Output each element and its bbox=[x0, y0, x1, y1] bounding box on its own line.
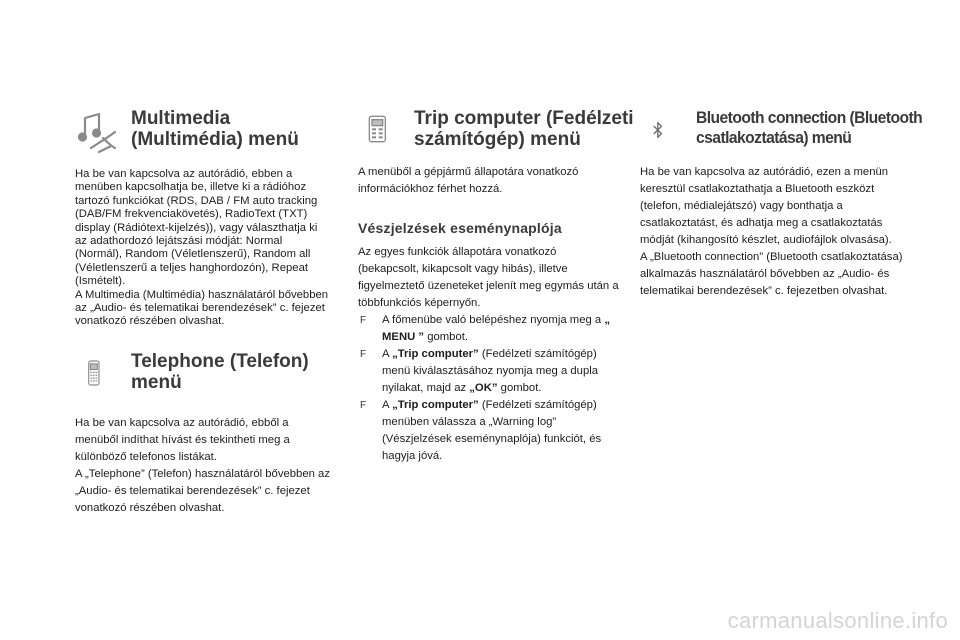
telephone-paragraph: Ha be van kapcsolva az autórádió, ebből a menüből indíthat hívást és tekintheti meg a különböző telefonos listákat. bbox=[75, 416, 290, 463]
bullet-icon: F bbox=[360, 349, 367, 360]
column-left bbox=[75, 100, 331, 517]
multimedia-paragraph-2: A Multimedia (Multimédia) használatáról bővebben az „Audio- és telematikai berendezések” c. fejezet vonatkozó részében olvashat. bbox=[75, 288, 329, 328]
warning-log-body bbox=[358, 244, 620, 465]
trip-header bbox=[358, 100, 634, 162]
step-item: F A főmenübe való belépéshez nyomja meg a „ MENU ” gombot. bbox=[360, 314, 610, 343]
telephone-header bbox=[75, 343, 331, 405]
multimedia-paragraph: Ha be van kapcsolva az autórádió, ebben a menüben kapcsolhatja be, illetve ki a rádióhoz tartozó funkciókat (RDS, DAB / FM auto tracking (DAB/FM frekvenciakövetés), RadioText (TXT) display (Rádiótext-kijelzés)), vagy választhatja ki az adathordozó lejátszási módját: Normal (Normál), Random (Véletlenszerű), Random all (Véletlenszerű a teljes hanghordozón), Repeat (Ismételt). bbox=[75, 168, 318, 288]
trip-title: Trip computer (Fedélzeti számítógép) menü bbox=[414, 108, 634, 150]
warning-log-steps bbox=[358, 312, 620, 465]
bluetooth-paragraph-2: A „Bluetooth connection” (Bluetooth csatlakoztatása) alkalmazás használatáról bővebben az „Audio- és telematikai berendezések” c. fejezetben olvashat. bbox=[640, 251, 903, 297]
column-right bbox=[640, 100, 923, 300]
multimedia-body bbox=[75, 168, 331, 329]
trip-intro-text: A menüből a gépjármű állapotára vonatkozó információkhoz férhet hozzá. bbox=[358, 166, 579, 195]
telephone-paragraph-2: A „Telephone” (Telefon) használatáról bővebben az „Audio- és telematikai berendezések” c. fejezet vonatkozó részében olvashat. bbox=[75, 467, 330, 514]
multimedia-title: Multimedia (Multimédia) menü bbox=[131, 108, 299, 150]
telephone-title: Telephone (Telefon) menü bbox=[131, 350, 309, 393]
warning-log-text: Az egyes funkciók állapotára vonatkozó (bekapcsolt, kikapcsolt vagy hibás), illetve figyelmeztető üzeneteket jelenít meg egymás után a többfunkciós képernyőn. bbox=[358, 246, 619, 309]
bullet-icon: F bbox=[360, 400, 367, 411]
trip-computer-icon bbox=[368, 106, 396, 152]
telephone-body bbox=[75, 415, 331, 517]
bluetooth-body bbox=[640, 164, 906, 300]
bullet-icon: F bbox=[360, 315, 367, 326]
multimedia-header bbox=[75, 100, 331, 162]
multimedia-music-icon bbox=[77, 108, 119, 154]
bluetooth-icon bbox=[652, 110, 674, 150]
trip-intro bbox=[358, 164, 620, 198]
column-middle bbox=[358, 100, 634, 465]
mobile-phone-icon bbox=[87, 347, 111, 399]
step-item: F A „Trip computer” (Fedélzeti számítógép) menüben válassza a „Warning log” (Vészjelzések eseménynaplója) funkciót, és hagyja jóvá. bbox=[360, 399, 602, 462]
bluetooth-header bbox=[640, 100, 923, 162]
warning-log-heading: Vészjelzések eseménynaplója bbox=[358, 220, 562, 236]
bluetooth-title: Bluetooth connection (Bluetooth csatlakoztatása) menü bbox=[696, 108, 923, 147]
watermark: carmanualsonline.info bbox=[727, 608, 948, 633]
bluetooth-paragraph: Ha be van kapcsolva az autórádió, ezen a menün keresztül csatlakoztathatja a Bluetooth eszközt (telefon, médialejátszó) vagy bonthatja a csatlakoztatást, és adhatja meg a csatlakoztatás módját (kihangosító készlet, audiofájlok olvasása). bbox=[640, 166, 892, 246]
step-item: F A „Trip computer” (Fedélzeti számítógép) menü kiválasztásához nyomja meg a dupla nyilakat, majd az „OK” gombot. bbox=[360, 348, 599, 394]
